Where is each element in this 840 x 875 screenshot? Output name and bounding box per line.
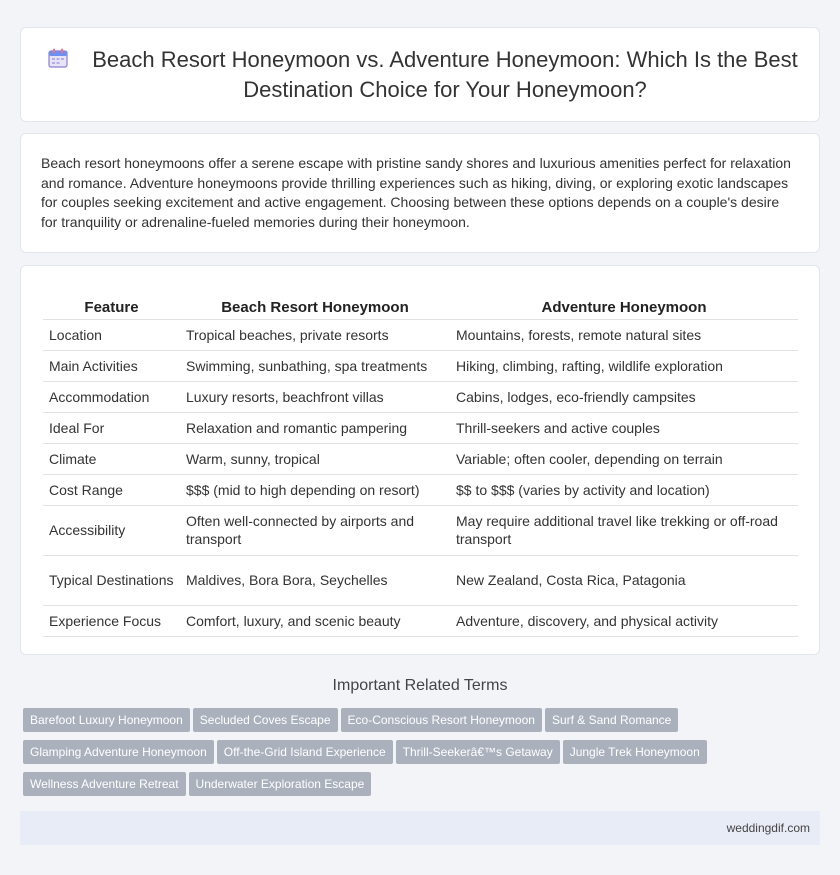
table-cell-beach: Maldives, Bora Bora, Seychelles [180, 555, 450, 605]
table-cell-beach: $$$ (mid to high depending on resort) [180, 474, 450, 505]
table-cell-adventure: May require additional travel like trekking or off-road transport [450, 505, 798, 555]
table-cell-feature: Main Activities [43, 350, 180, 381]
table-cell-adventure: Variable; often cooler, depending on terrain [450, 443, 798, 474]
table-cell-feature: Accommodation [43, 381, 180, 412]
intro-paragraph: Beach resort honeymoons offer a serene escape with pristine sandy shores and luxurious amenities perfect for relaxation and romance. Adventure honeymoons provide thrilling experiences such as hiking, diving, or exploring exotic landscapes for couples seeking excitement and active engagement. Choosing between these options depends on a couple's desire for tranquility or adrenaline-fueled memories during their honeymoon. [41, 155, 791, 230]
table-cell-beach: Tropical beaches, private resorts [180, 319, 450, 350]
table-cell-feature: Ideal For [43, 412, 180, 443]
related-term-tag[interactable]: Thrill-Seekerâ€™s Getaway [396, 740, 560, 764]
related-term-tag[interactable]: Surf & Sand Romance [545, 708, 678, 732]
table-cell-beach: Luxury resorts, beachfront villas [180, 381, 450, 412]
table-cell-beach: Swimming, sunbathing, spa treatments [180, 350, 450, 381]
footer [20, 811, 820, 845]
column-header-feature: Feature [43, 297, 180, 319]
table-cell-adventure: Hiking, climbing, rafting, wildlife exploration [450, 350, 798, 381]
related-term-tag[interactable]: Underwater Exploration Escape [189, 772, 372, 796]
table-row [43, 319, 798, 350]
header-card [20, 27, 820, 122]
related-term-tag[interactable]: Secluded Coves Escape [193, 708, 338, 732]
related-terms-list [23, 708, 723, 804]
table-cell-adventure: New Zealand, Costa Rica, Patagonia [450, 555, 798, 605]
related-term-tag[interactable]: Jungle Trek Honeymoon [563, 740, 707, 764]
table-row [43, 443, 798, 474]
table-row [43, 350, 798, 381]
table-cell-feature: Experience Focus [43, 605, 180, 636]
table-cell-adventure: Cabins, lodges, eco-friendly campsites [450, 381, 798, 412]
table-row [43, 381, 798, 412]
table-cell-beach: Warm, sunny, tropical [180, 443, 450, 474]
table-cell-adventure: $$ to $$$ (varies by activity and location) [450, 474, 798, 505]
table-cell-beach: Often well-connected by airports and transport [180, 505, 450, 555]
column-header-beach: Beach Resort Honeymoon [180, 297, 450, 319]
table-cell-beach: Comfort, luxury, and scenic beauty [180, 605, 450, 636]
table-cell-feature: Cost Range [43, 474, 180, 505]
intro-card [20, 133, 820, 253]
table-cell-feature: Location [43, 319, 180, 350]
table-header-row [43, 297, 798, 319]
related-term-tag[interactable]: Eco-Conscious Resort Honeymoon [341, 708, 542, 732]
page-title: Beach Resort Honeymoon vs. Adventure Honeymoon: Which Is the Best Destination Choice for Your Honeymoon? [92, 47, 798, 102]
related-term-tag[interactable]: Off-the-Grid Island Experience [217, 740, 393, 764]
table-cell-feature: Climate [43, 443, 180, 474]
related-term-tag[interactable]: Glamping Adventure Honeymoon [23, 740, 214, 764]
comparison-card [20, 265, 820, 655]
table-cell-adventure: Adventure, discovery, and physical activity [450, 605, 798, 636]
table-cell-feature: Typical Destinations [43, 555, 180, 605]
table-row [43, 605, 798, 636]
comparison-table [43, 297, 798, 637]
related-terms-title: Important Related Terms [332, 677, 508, 694]
table-row [43, 412, 798, 443]
table-cell-feature: Accessibility [43, 505, 180, 555]
column-header-adventure: Adventure Honeymoon [450, 297, 798, 319]
related-term-tag[interactable]: Barefoot Luxury Honeymoon [23, 708, 190, 732]
table-cell-adventure: Thrill-seekers and active couples [450, 412, 798, 443]
footer-site-link[interactable]: weddingdif.com [726, 821, 810, 835]
table-row [43, 505, 798, 555]
table-cell-adventure: Mountains, forests, remote natural sites [450, 319, 798, 350]
table-cell-beach: Relaxation and romantic pampering [180, 412, 450, 443]
table-row [43, 555, 798, 605]
table-row [43, 474, 798, 505]
related-term-tag[interactable]: Wellness Adventure Retreat [23, 772, 186, 796]
